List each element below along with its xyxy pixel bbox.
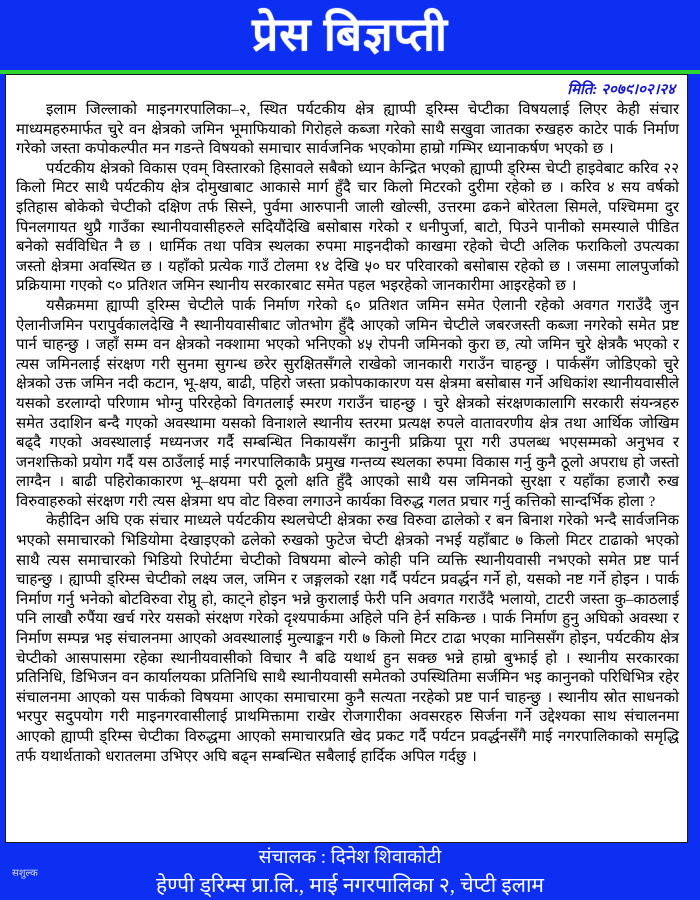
date-label: मिति: २०७९।०२।२४ xyxy=(567,82,675,98)
paragraph-1: इलाम जिल्लाको माइनगरपालिका–२, स्थित पर्यटकीय क्षेत्र ह्याप्पी ड्रिम्स चेप्टीका विषयलाई लिएर केही संचार माध्यमहरुमार्फत चुरे वन क्षेत्रको जमिन भूमाफियाको गिरोहले कब्जा गरेको साथै सखुवा जातका रुखहरु काटेर पार्क निर्माण गरेको जस्ता कपोकल्पीत मन गडन्ते विषयको समाचार सार्वजनिक भएकोमा हाम्रो गम्भिर ध्यानाकर्षण भएको छ । xyxy=(16,102,679,158)
paragraph-3: यसैक्रममा ह्याप्पी ड्रिम्स चेप्टीले पार्क निर्माण गरेको ६० प्रतिशत जमिन समेत ऐलानी रहेको अवगत गराउँदै जुन ऐलानीजमिन परापुर्वकालदेखि नै स्थानीयवासीबाट जोतभोग हुँदै आएको जमिन चेप्टीले जबरजस्ती कब्जा नगरेको समेत प्रष्ट पार्न चाहन्छु । जहाँ सम्म वन क्षेत्रको नक्शामा भएको भनिएको ४५ रोपनी जमिनको कुरा छ, त्यो जमिन चुरे क्षेत्रकै भएको र त्यस जमिनलाई संरक्षण गरी सुनमा सुगन्ध छरेर सुरक्षितसँगले राखेको जानकारी गराउँन चाहन्छु । पार्कसँग जोडिएको चुरे क्षेत्रको उक्त जमिन नदी कटान, भू-क्षय, बाढी, पहिरो जस्ता प्रकोपकाकारण यस क्षेत्रमा बसोबास गर्ने अधिकांश स्थानीयवासीले यसको डरलाग्दो परिणाम भोग्नु परिरहेको विगतलाई स्मरण गराउँन चाहन्छु । चुरे क्षेत्रको संरक्षणकालागि सरकारी संयन्त्रहरु समेत उदाशिन बन्दै गएको अवस्थामा यसको विनाशले स्थानीय स्तरमा प्रत्यक्ष रुपले वातावरणीय क्षेत्र तथा आर्थिक जोखिम बढ्दै गएको अवस्थालाई मध्यनजर गर्दै सम्बन्धित निकायसँग कानुनी प्रक्रिया पूरा गरी उपलब्ध भएसम्मको अनुभव र जनशक्तिको प्रयोग गर्दै यस ठाउँलाई माई नगरपालिकाकै प्रमुख गन्तव्य स्थलका रुपमा विकास गर्नु कुनै ठूलो अपराध हो जस्तो लाग्दैन । बाढी पहिरोकाकारण भू–क्षयमा परी ठूलो क्षति हुँदै आएको साथै यस जमिनको सुरक्षा र यहाँका हजारौ रुख विरुवाहरुको संरक्षण गरी त्यस क्षेत्रमा थप वोट विरुवा लगाउने कार्यका विरुद्ध गलत प्रचार गर्नु कत्तिको सान्दर्भिक होला ? xyxy=(16,297,679,510)
page-title: प्रेस बिज्ञप्ती xyxy=(252,9,448,60)
paragraph-2: पर्यटकीय क्षेत्रको विकास एवम् विस्तारको हिसावले सबैको ध्यान केन्द्रित भएको ह्याप्पी ड्रिम्स चेप्टी हाइवेबाट करिव २२ किलो मिटर साथै पर्यटकीय क्षेत्र दोमुखाबाट आकासे मार्ग हुँदै चार किलो मिटरको दुरीमा रहेको छ । करिव ४ सय वर्षको इतिहास बोकेको चेप्टीको दक्षिण तर्फ सिस्ने, पुर्वमा आरुपानी जाली खोल्सी, उत्तरमा ढकने बोरेतला सिमले, पश्चिममा दुर पिनलगायत थुप्रै गाउँका स्थानीयवासीहरुले सदियौंदेखि बसोबास गरेको र धनीपुर्जा, बाटो, पिउने पानीको समस्याले पीडित बनेको सर्वविधित नै छ । धार्मिक तथा पवित्र स्थलका रुपमा माइनदीको काखमा रहेको चेप्टी अलिक फराकिलो उपत्यका जस्तो क्षेत्रमा अवस्थित छ । यहाँको प्रत्येक गाउँ टोलमा १४ देखि ५० घर परिवारको बसोबास रहेको छ । जसमा लालपुर्जाको प्रक्रियामा गएको ९० प्रतिशत जमिन स्थानीय सरकारबाट समेत पहल भइरहेको जानकारीमा आइरहेको छ । xyxy=(16,160,679,295)
title-banner xyxy=(0,0,700,70)
content-box xyxy=(5,74,688,843)
footer-company-line: हेण्पी ड्रिम्स प्रा.लि., माई नगरपालिका २, चेप्टी इलाम xyxy=(156,872,544,897)
paragraph-4: केहीदिन अघि एक संचार माध्यले पर्यटकीय स्थलचेप्टी क्षेत्रका रुख विरुवा ढालेको र बन बिनाश गरेको भन्दै सार्वजनिक भएको समाचारको भिडियोमा देखाइएको ढलेको रुखको फुटेज चेप्टी क्षेत्रको नभई यहाँबाट ७ किलो मिटर टाढाको भएको साथै त्यस समाचारको भिडियो रिपोर्टमा चेप्टीको विषयमा बोल्ने कोही पनि व्यक्ति स्थानीयवासी नभएको समेत प्रष्ट पार्न चाहन्छु । ह्याप्पी ड्रिम्स चेप्टीको लक्ष्य जल, जमिन र जङ्गलको रक्षा गर्दै पर्यटन प्रवर्द्धन गर्ने हो, यसको नष्ट गर्ने होइन । पार्क निर्माण गर्नु भनेको बोटविरुवा रोप्नु हो, काट्ने होइन भन्ने कुरालाई फेरी पनि अवगत गराउँदै भलायो, टाटरी जस्ता कु–काठलाई पनि लाखौ रुपैंया खर्च गरेर यसको संरक्षण गरेको दृश्यपार्कमा अहिले पनि हेर्न सकिन्छ । पार्क निर्माण हुनु अघिको अवस्था र निर्माण सम्पन्न भइ संचालनमा आएको अवस्थालाई मुल्याङ्कन गरी ७ किलो मिटर टाढा भएका मानिससँग होइन, पर्यटकीय क्षेत्र चेप्टीको आसपासमा रहेका स्थानीयवासीको विचार नै बढि यथार्थ हुन सक्छ भन्ने हाम्रो बुझाई हो । स्थानीय सरकारका प्रतिनिधि, डिभिजन वन कार्यालयका प्रतिनिधि साथै स्थानीयवासी समेतको उपस्थितिमा सर्जमिन भइ कानुनको परिधिभित्र रहेर संचालनमा आएको यस पार्कको विषयमा आएका समाचारमा कुनै सत्यता नरहेको प्रष्ट पार्न चाहन्छु । स्थानीय स्रोत साधनको भरपुर सदुपयोग गरी माइनगरवासीलाई प्राथमिक्तामा राखेर रोजगारीका अवसरहरु सिर्जना गर्ने उद्देश्यका साथ संचालनमा आएको ह्याप्पी ड्रिम्स चेप्टीका विरुद्धमा आएको समाचारप्रति खेद प्रकट गर्दै पर्यटन प्रवर्द्धनसँगै माई नगरपालिकाको समृद्धि तर्फ यथार्थताको धरातलमा उभिएर अघि बढ्न सम्बन्धित सबैलाई हार्दिक अपिल गर्दछु । xyxy=(16,513,679,765)
footer-operator-line: संचालक : दिनेश शिवाकोटी xyxy=(258,846,442,868)
footer-band xyxy=(0,843,700,900)
body-text xyxy=(16,101,679,767)
paid-label: सशुल्क xyxy=(12,868,38,879)
